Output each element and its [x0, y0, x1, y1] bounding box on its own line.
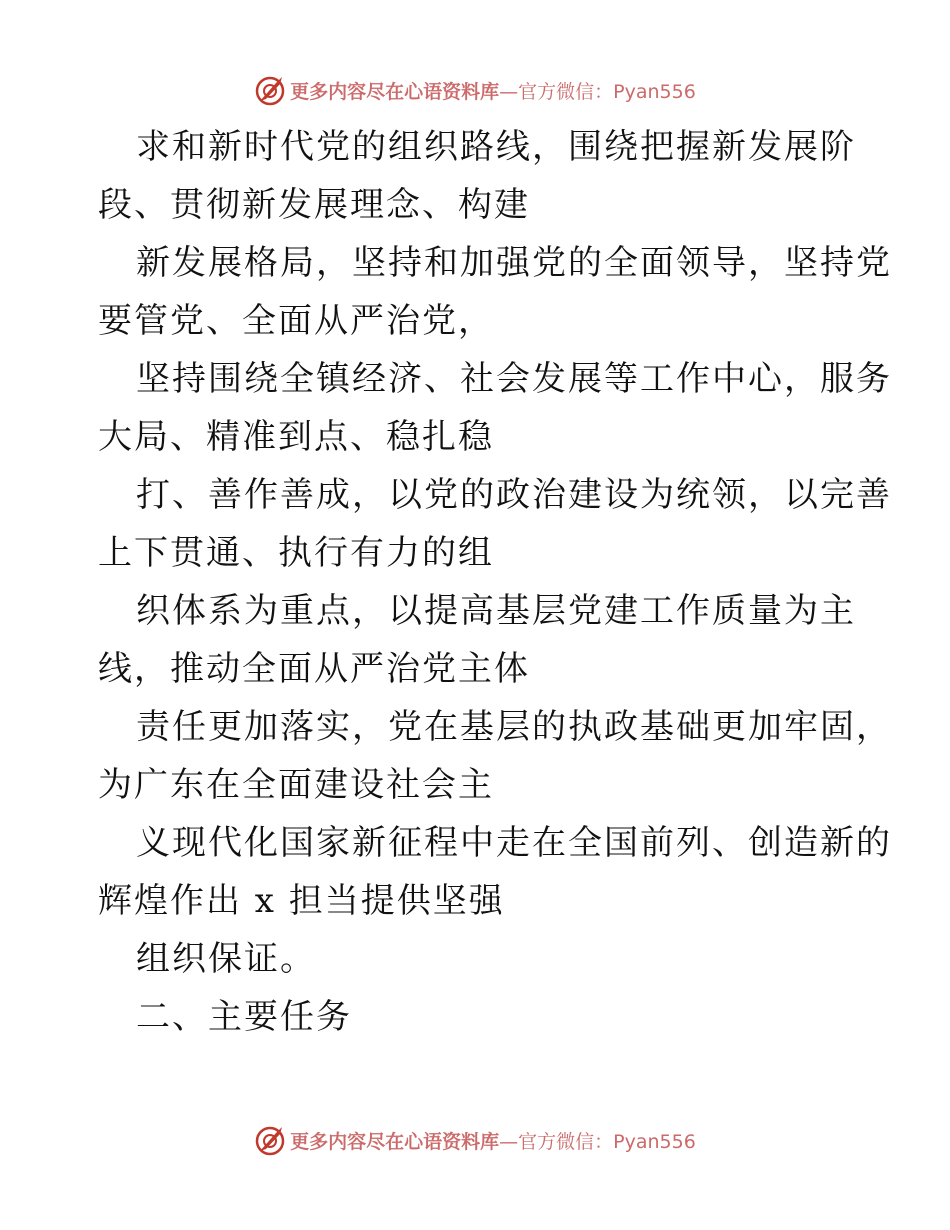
header-banner [0, 70, 950, 110]
body-line: 大局、精准到点、稳扎稳 [98, 417, 494, 457]
body-line: 织体系为重点，以提高基层党建工作质量为主 [136, 591, 856, 631]
body-line: 段、贯彻新发展理念、构建 [98, 185, 530, 225]
body-line: 求和新时代党的组织路线，围绕把握新发展阶 [136, 127, 856, 167]
body-line: 组织保证。 [136, 939, 316, 979]
footer-wechat-text: —官方微信：Pyan556 [499, 1130, 696, 1153]
section-heading: 二、主要任务 [136, 997, 352, 1037]
body-line: 上下贯通、执行有力的组 [98, 533, 494, 573]
footer-brand-text: 更多内容尽在心语资料库 [290, 1130, 500, 1153]
document-body [98, 118, 892, 1046]
body-line: 为广东在全面建设社会主 [98, 765, 494, 805]
header-brand-text: 更多内容尽在心语资料库 [290, 80, 500, 103]
quill-pen-logo-icon [254, 1124, 286, 1156]
body-line: 义现代化国家新征程中走在全国前列、创造新的 [136, 823, 892, 863]
footer-banner [0, 1120, 950, 1160]
body-line: 坚持围绕全镇经济、社会发展等工作中心，服务 [136, 359, 892, 399]
body-line: 责任更加落实，党在基层的执政基础更加牢固， [136, 707, 892, 747]
header-wechat-text: —官方微信：Pyan556 [499, 80, 696, 103]
body-line: 辉煌作出 x 担当提供坚强 [98, 881, 505, 921]
body-line: 打、善作善成，以党的政治建设为统领，以完善 [136, 475, 892, 515]
body-line: 新发展格局，坚持和加强党的全面领导，坚持党 [136, 243, 892, 283]
quill-pen-logo-icon [254, 74, 286, 106]
body-line: 要管党、全面从严治党， [98, 301, 494, 341]
body-line: 线，推动全面从严治党主体 [98, 649, 530, 689]
